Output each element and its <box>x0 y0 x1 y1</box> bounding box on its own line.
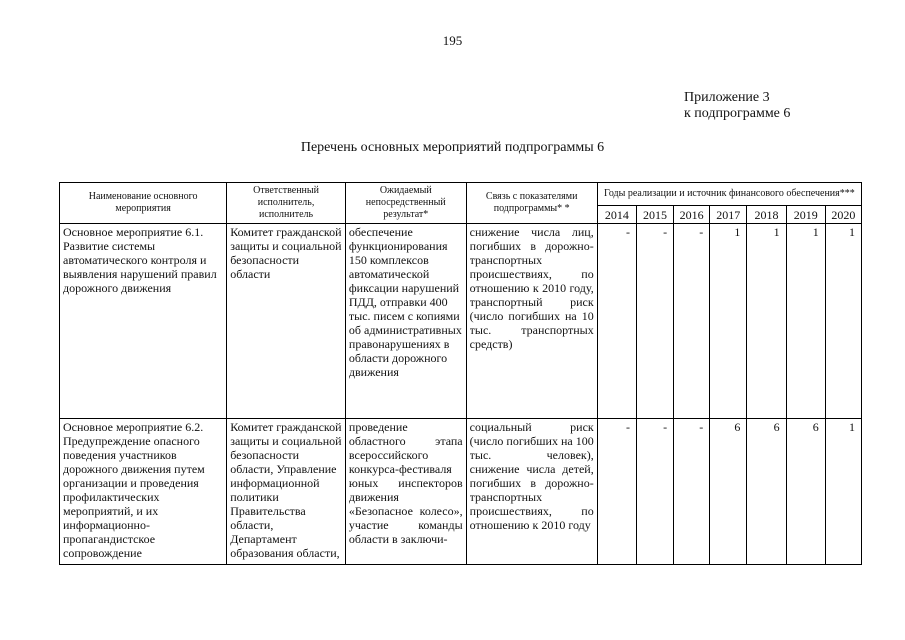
activities-table <box>59 182 862 565</box>
year-header: 2016 <box>674 206 710 224</box>
year-header: 2014 <box>597 206 636 224</box>
appendix-label <box>684 90 790 122</box>
header-row <box>60 183 862 206</box>
result-cell: проведение областного этапа всероссийского конкурса-фестиваля юных инспекторов движения «Безопасное колесо», участие команды области в заключи- <box>345 419 466 565</box>
value-cell: 1 <box>747 224 786 419</box>
appendix-line-2: к подпрограмме 6 <box>684 106 791 121</box>
value-cell: 6 <box>747 419 786 565</box>
value-cell: - <box>636 419 673 565</box>
activity-cell: Основное мероприятие 6.1. Развитие системы автоматического контроля и выявления нарушений правил дорожного движения <box>60 224 227 419</box>
value-cell: 6 <box>786 419 825 565</box>
executor-cell: Комитет гражданской защиты и социальной безопасности области, Управление информационной политики Правительства области, Департамент образования области, <box>227 419 346 565</box>
value-cell: 1 <box>825 224 861 419</box>
value-cell: - <box>674 224 710 419</box>
header-link: Связь с показателями подпрограммы* * <box>466 183 597 224</box>
result-cell: обеспечение функционирования 150 комплексов автоматической фиксации нарушений ПДД, отправки 400 тыс. писем с копиями об административных правонарушениях в области дорожного движения <box>345 224 466 419</box>
executor-cell: Комитет гражданской защиты и социальной безопасности области <box>227 224 346 419</box>
value-cell: 6 <box>710 419 747 565</box>
value-cell: 1 <box>710 224 747 419</box>
activity-cell: Основное мероприятие 6.2. Предупреждение опасного поведения участников дорожного движения путем организации и проведения профилактических мероприятий, и их информационно-пропагандистское сопровождение <box>60 419 227 565</box>
value-cell: - <box>674 419 710 565</box>
header-result: Ожидаемый непосредственный результат* <box>345 183 466 224</box>
header-years-group: Годы реализации и источник финансового обеспечения*** <box>597 183 861 206</box>
year-header: 2015 <box>636 206 673 224</box>
value-cell: - <box>597 419 636 565</box>
value-cell: - <box>597 224 636 419</box>
value-cell: 1 <box>786 224 825 419</box>
link-cell: социальный риск (число погибших на 100 тыс. человек), снижение числа детей, погибших в дорожно-транспортных происшествиях, по отношению к 2010 году <box>466 419 597 565</box>
table-row <box>60 224 862 419</box>
year-header: 2018 <box>747 206 786 224</box>
header-executor: Ответственный исполнитель, исполнитель <box>227 183 346 224</box>
value-cell: - <box>636 224 673 419</box>
value-cell: 1 <box>825 419 861 565</box>
year-header: 2020 <box>825 206 861 224</box>
page-number: 195 <box>442 33 463 48</box>
year-header: 2017 <box>710 206 747 224</box>
link-cell: снижение числа лиц, погибших в дорожно-транспортных происшествиях, по отношению к 2010 году, транспортный риск (число погибших на 10 тыс. транспортных средств) <box>466 224 597 419</box>
document-title: Перечень основных мероприятий подпрограммы 6 <box>300 140 605 155</box>
header-activity: Наименование основного мероприятия <box>60 183 227 224</box>
table-row <box>60 419 862 565</box>
appendix-line-1: Приложение 3 <box>684 90 770 105</box>
year-header: 2019 <box>786 206 825 224</box>
